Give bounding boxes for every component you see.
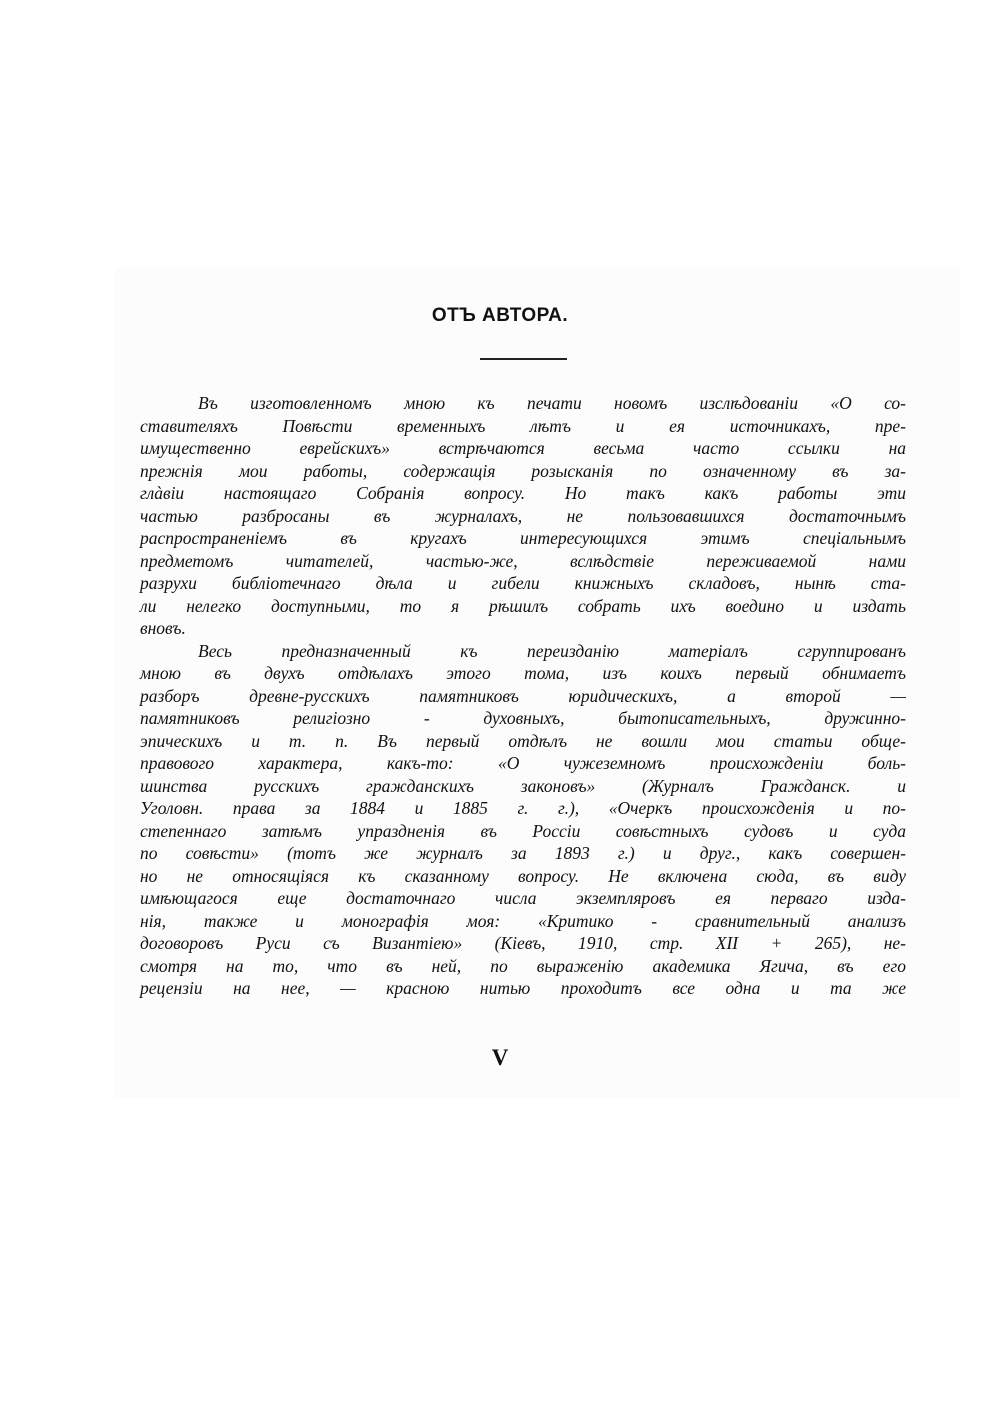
text-line: по совѣсти» (тотъ же журналъ за 1893 г.) и друг., какъ совершен- — [140, 843, 906, 863]
page-number: V — [491, 1045, 509, 1070]
text-line: частью разбросаны въ журналахъ, не пользовавшихся достаточнымъ — [140, 505, 906, 526]
text-line: мною въ двухъ отдѣлахъ этого тома, изъ коихъ первый обнимаетъ — [140, 663, 906, 683]
text-line: вновъ. — [140, 618, 186, 638]
text-line: степеннаго затѣмъ упраздненія въ Россіи совѣстныхъ судовъ и суда — [140, 820, 906, 841]
text-line: правового характера, какъ-то: «О чужеземномъ происхожденіи боль- — [140, 753, 906, 773]
text-line: предметомъ читателей, частью-же, вслѣдствіе переживаемой нами — [140, 550, 906, 571]
text-line: распространеніемъ въ кругахъ интересующихся этимъ спеціальнымъ — [140, 528, 906, 548]
text-line: имущественно еврейскихъ» встрѣчаются весьма часто ссылки на — [140, 438, 906, 458]
text-line: рецензіи на нее, — красною нитью проходитъ все одна и та же — [140, 978, 906, 998]
title-divider — [480, 358, 567, 360]
text-line: памятниковъ религіозно - духовныхъ, бытописательныхъ, дружинно- — [140, 708, 906, 728]
body-text — [140, 392, 906, 1000]
section-title: ОТЪ АВТОРА. — [431, 305, 569, 326]
text-line: договоровъ Руси съ Византіею» (Кіевъ, 1910, стр. XII + 265), не- — [140, 933, 906, 953]
text-line: Уголовн. права за 1884 и 1885 г. г.), «Очеркъ происхожденія и по- — [140, 798, 906, 818]
text-line: прежнія мои работы, содержащія розысканія по означенному въ за- — [140, 460, 906, 481]
text-line: имѣющагося еще достаточнаго числа экземпляровъ ея перваго изда- — [140, 888, 906, 908]
text-line: смотря на то, что въ ней, по выраженію академика Ягича, въ его — [140, 955, 906, 976]
text-line: ставителяхъ Повѣсти временныхъ лѣтъ и ея источникахъ, пре- — [140, 415, 906, 436]
text-line: шинства русскихъ гражданскихъ законовъ» (Журналъ Гражданск. и — [140, 775, 906, 796]
text-line: Въ изготовленномъ мною къ печати новомъ изслѣдованіи «О со- — [198, 393, 906, 413]
text-line: ли нелегко доступными, то я рѣшилъ собрать ихъ воедино и издать — [140, 595, 906, 616]
text-line: Весь предназначенный къ переизданію матеріалъ сгруппированъ — [198, 640, 906, 661]
text-line: нія, также и монографія моя: «Критико - сравнительный анализъ — [140, 910, 906, 931]
text-line: глàвіи настоящаго Собранія вопросу. Но такъ какъ работы эти — [140, 483, 906, 503]
text-line: эпическихъ и т. п. Въ первый отдѣлъ не вошли мои статьи обще- — [140, 730, 906, 751]
text-line: разрухи библіотечнаго дѣла и гибели книжныхъ складовъ, нынѣ ста- — [140, 573, 906, 593]
text-line: но не относящіяся къ сказанному вопросу. Не включена сюда, въ виду — [140, 865, 906, 886]
text-line: разборъ древне-русскихъ памятниковъ юридическихъ, а второй — — [140, 685, 906, 706]
